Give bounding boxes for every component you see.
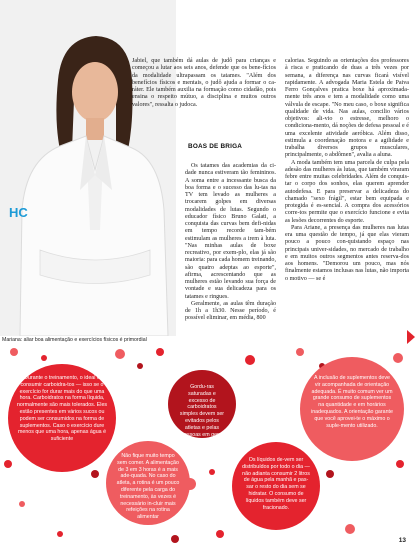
article-column-1-body	[185, 163, 276, 323]
decor-dot	[393, 353, 403, 363]
article-column-2	[285, 58, 409, 283]
decor-dot	[91, 470, 99, 478]
decor-dot	[245, 355, 255, 365]
decor-dot	[137, 363, 143, 369]
portrait-photo	[0, 0, 176, 336]
decor-dot	[4, 460, 12, 468]
photo-caption: Mariana: aliar boa alimentação e exercícios físicos é primordial	[2, 337, 147, 343]
tip-text-4: Os líquidos de-vem ser distribuídos por todo o dia — não adianta consumir 2 litros de água pela manhã e pas-sar o resto do dia sem se hidratar. O consumo de líquidos também deve ser fracionado.	[242, 457, 310, 511]
decor-dot	[326, 470, 334, 478]
page-number: 13	[398, 537, 406, 544]
body-paragraph-2: Geralmente, as aulas têm duração de 1h a 1h30. Nesse período, é possível eliminar, em média, 800	[185, 300, 276, 322]
tip-text-3: Gordu-ras saturadas e excesso de carboidratos simples devem ser evitados pelos atletas e pelas pessoas em geral	[179, 384, 225, 438]
section-heading: BOAS DE BRIGA	[188, 143, 243, 150]
tip-text-1: Durante o treinamento, o ideal é consumir carboidra-tos — isso se o exercício for durar mais do que uma hora. Carboidratos na forma líquida, normalmente são mais tolerados. Eles estão presentes em vários sucos ou podem ser consumidos na forma de suplementos. Caso o exercício dure menos que uma hora, apenas água é suficiente	[16, 375, 108, 443]
article-column-1-intro	[132, 58, 276, 109]
tip-text-5: A inclusão de suplementos deve vir acompanhada de orientação adequada. É muito comum ver um grande consumo de suplementos na quantidade e em horários inadequados. A orientação garante que você aprovei-te o máximo o suple-mento utilizado.	[311, 375, 393, 429]
col2-paragraph-2: A moda também tem uma parcela de culpa pela adesão das mulheres às lutas, que também viraram febre entre muitas celebridades. Além de conquis-tar o corpo dos sonhos, elas querem aprender autodefesa. E para preservar a delicadeza do chamado "sexo frágil", estar bem equipada e protegida é es-sencial. A compra dos acessórios corre-tos permite que o exercício funcione e evita as lesões decorrentes do esporte.	[285, 159, 409, 224]
decor-dot	[19, 501, 25, 507]
continue-arrow-icon	[407, 330, 415, 344]
woman-portrait-image	[0, 0, 176, 336]
decor-dot	[115, 349, 125, 359]
decor-dot	[41, 355, 47, 361]
col2-paragraph-3: Para Ariane, a presença das mulheres nas lutas era uma questão de tempo, já que elas vieram pouco a pouco con-quistando espaço nas principais univer-sidades, no mercado de trabalho e em muitos outros segmentos antes reserva-dos aos homens. "Demorou um pouco, mas nós finalmente estamos inclusas nas lutas, não importa o motivo — se é	[285, 224, 409, 282]
decor-dot	[216, 530, 224, 538]
decor-dot	[171, 535, 179, 543]
decor-dot	[209, 469, 215, 475]
decor-dot	[345, 524, 355, 534]
decor-dot	[10, 348, 18, 356]
decor-dot	[57, 531, 63, 537]
decor-dot	[156, 348, 164, 356]
tip-text-2: Não fique muito tempo sem comer. A alimentação de 3 em 3 horas é a mais ade-quada. No caso do atleta, a rotina é um pouco diferente pela carga do treinamento, às vezes é necessário in-cluir mais refeições na rotina alimentar	[116, 453, 180, 521]
decor-dot	[396, 460, 404, 468]
coat-logo: HC	[9, 205, 28, 220]
body-paragraph-1: Os tatames das academias da ci-dade nunca estiveram tão femininos. A soma entre a incessante busca da boa forma e o sucesso das lu-tas na TV tem levado as mulheres a trocarem golpes em diversas modalidades de lutas. Segundo o educador físico Bruno Galati, a conquista das curvas bem defi-nidas em tempo recorde tam-bém estimulam as mulheres a irem à luta. "Nas minhas aulas de boxe recreativo, por exem-plo, elas já são maioria: para cada homem treinando, são quatro adeptas ao esporte", afirma, acrescentando que as mulheres estão levando sua força de vontade e sua delicadeza para os tatames e ringues.	[185, 163, 276, 300]
intro-paragraph: Jabiel, que também dá aulas de judô para crianças e começou a lutar aos seis anos, defende que os bene-fícios da modalidade ultrapassam os tatames. "Além dos benefícios físicos e mentais, o judô ajuda a formar o ca-ráter. Ele também auxilia na formação como cidadão, pois ensina o respeito mútuo, a disciplina e muitos outros valores", ressalta o judoca.	[132, 58, 276, 108]
col2-paragraph-1: calorias. Seguindo as orientações dos professores à risca e praticando de duas a três vezes por semana, a diferença nas curvas ficará visível rapidamente. A advogada Maria Estela de Paiva Ferro Gonçalves pratica boxe há aproximada-mente três anos e tem a modalidade como uma válvula de escape. "No meu caso, o boxe significa qualidade de vida. Nas aulas, concilio vários objetivos: ali-vio o estresse, melhoro o condiciona-mento, dá noções de defesa pessoal e é uma excelente atividade aeróbica. Além disso, estimula a coordenação motora e a agilidade e trabalha diversos grupos musculares, principalmente, o abdômen", avalia a aluna.	[285, 58, 409, 159]
decor-dot	[296, 348, 304, 356]
